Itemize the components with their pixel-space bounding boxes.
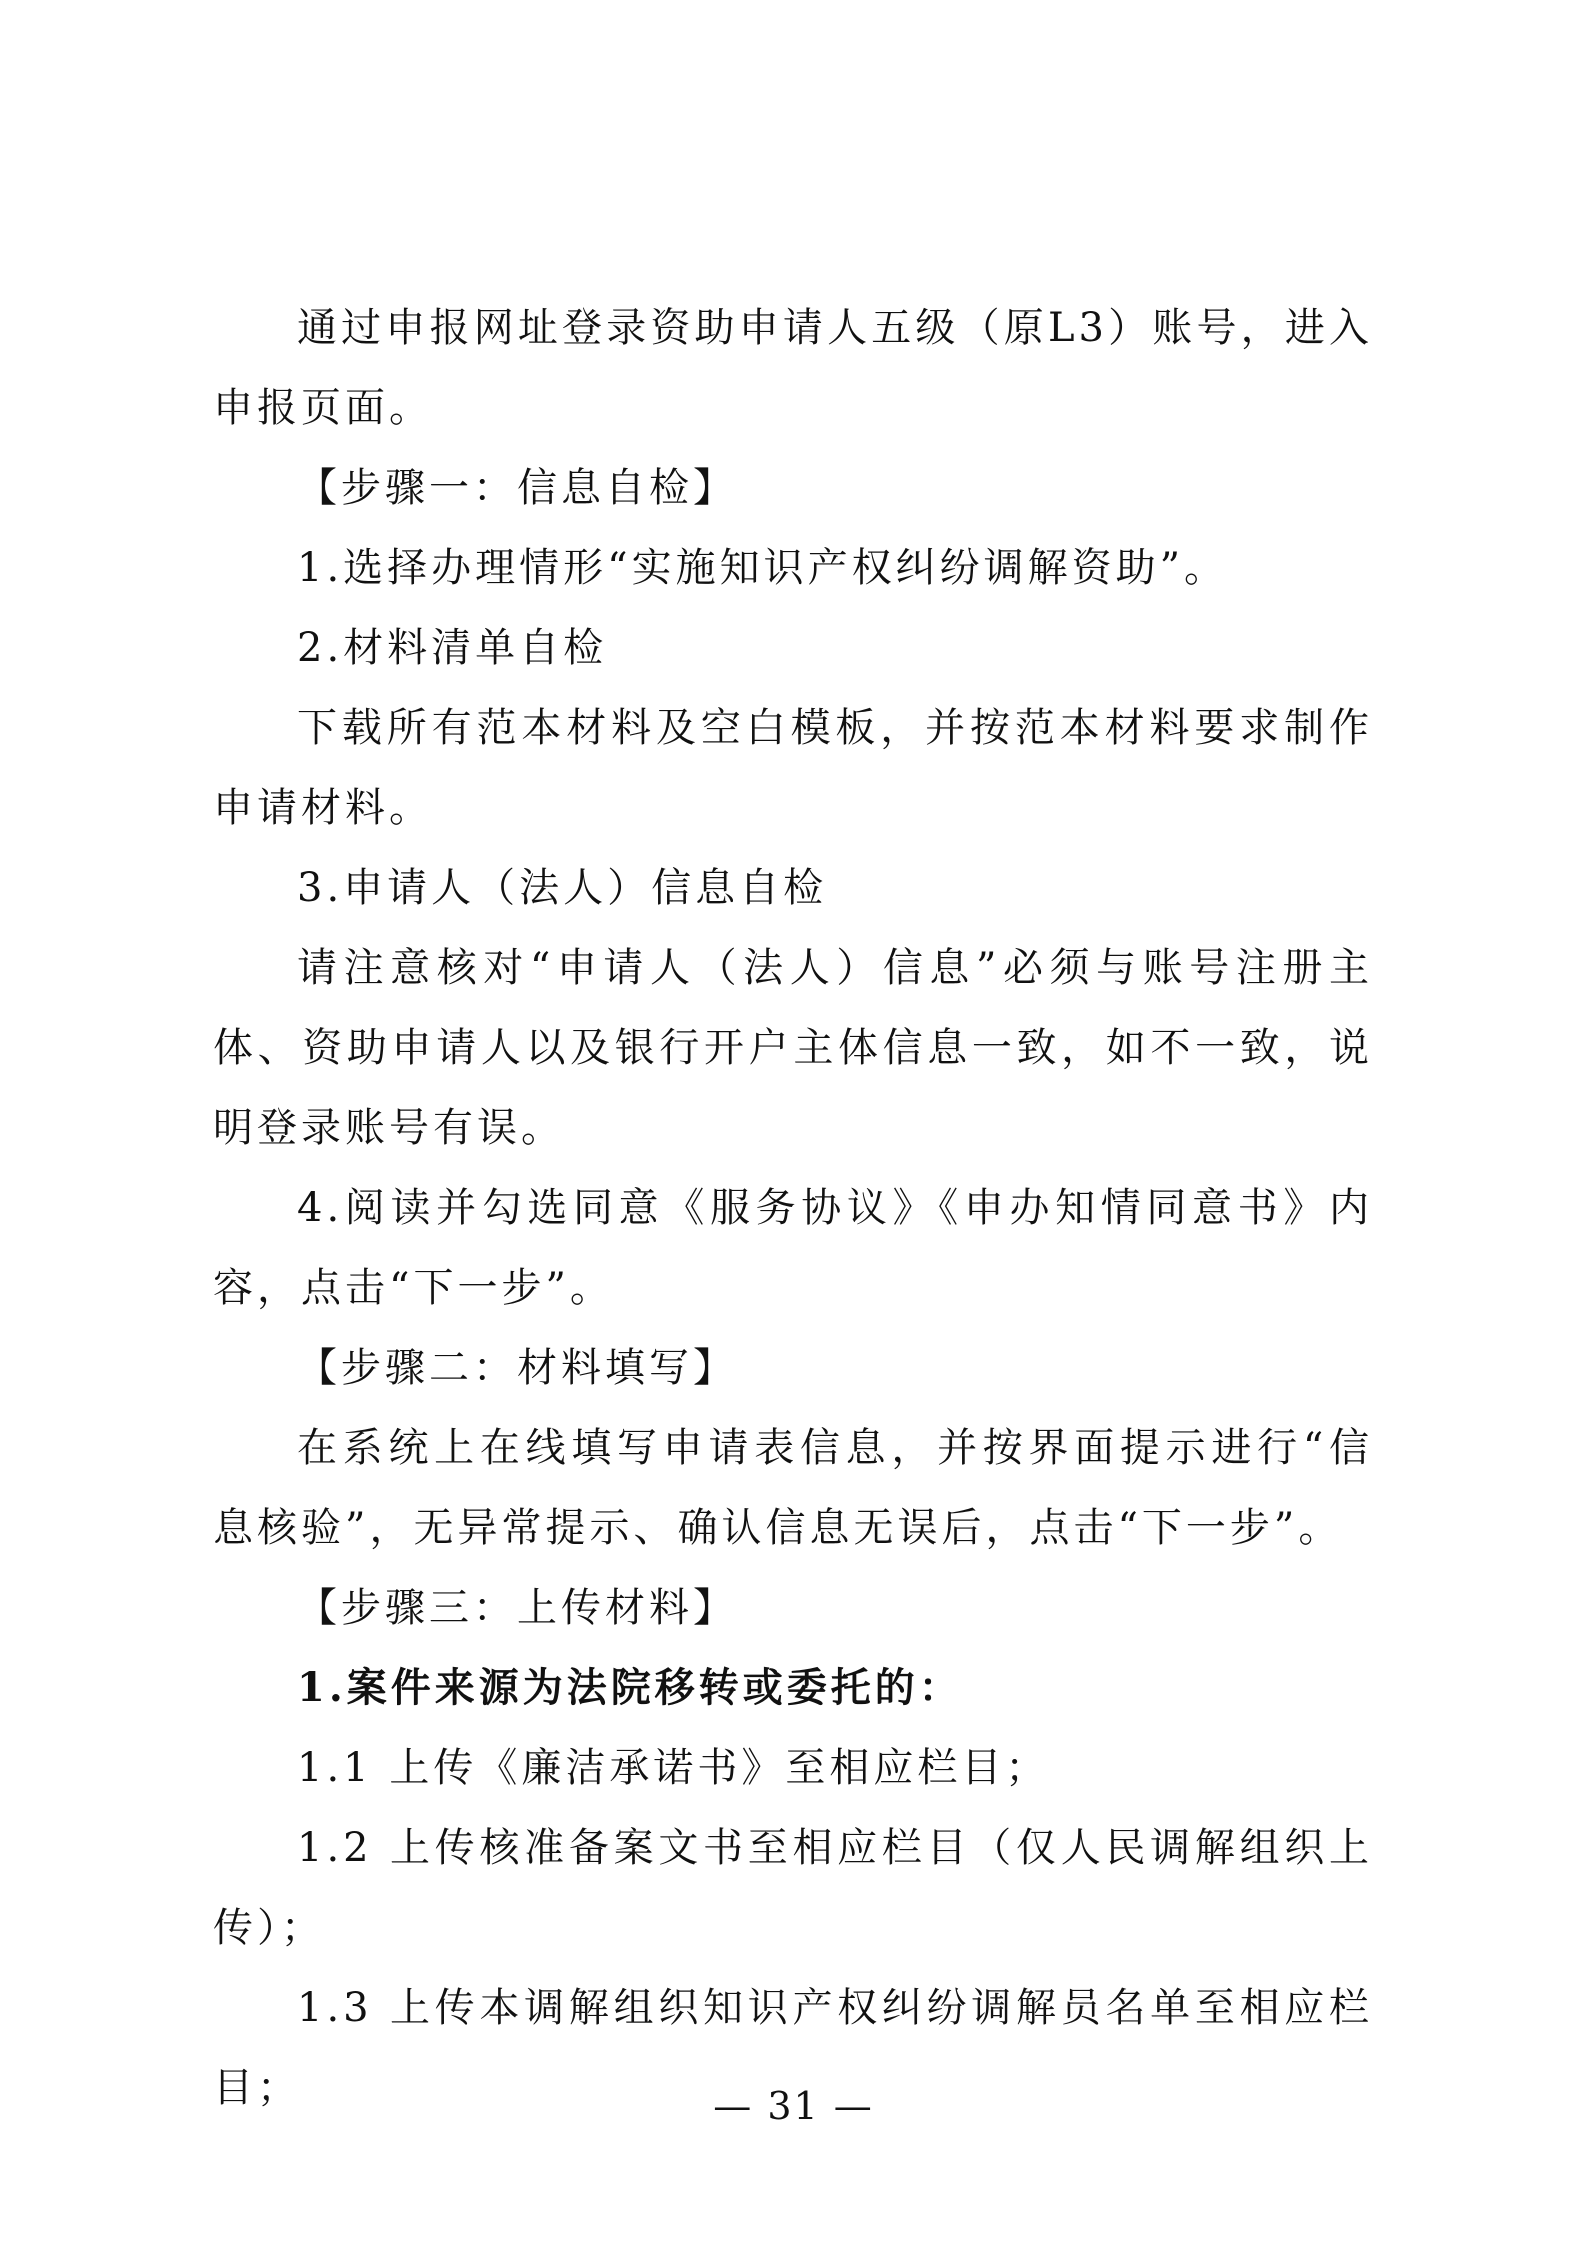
step-one-heading: 【步骤一：信息自检】: [297, 465, 737, 511]
step-three-item-1-1: 1.1 上传《廉洁承诺书》至相应栏目；: [297, 1745, 1050, 1791]
page-number: — 31 —: [713, 2084, 874, 2128]
step-one-item-2-detail: 下载所有范本材料及空白模板，并按范本材料要求制作申请材料。: [213, 705, 1373, 831]
step-three-item-1-3: 1.3 上传本调解组织知识产权纠纷调解员名单至相应栏目；: [213, 1985, 1373, 2111]
step-three-item-1-2: 1.2 上传核准备案文书至相应栏目（仅人民调解组织上传）；: [213, 1825, 1373, 1951]
step-three-item-1: 1.案件来源为法院移转或委托的：: [297, 1664, 963, 1711]
step-three-heading: 【步骤三：上传材料】: [297, 1585, 737, 1631]
step-one-item-3-detail: 请注意核对“申请人（法人）信息”必须与账号注册主体、资助申请人以及银行开户主体信息一致，如不一致，说明登录账号有误。: [213, 945, 1373, 1151]
step-one-item-1: 1.选择办理情形“实施知识产权纠纷调解资助”。: [297, 545, 1229, 591]
paragraph-login-instructions: 通过申报网址登录资助申请人五级（原L3）账号，进入申报页面。: [213, 305, 1373, 431]
step-one-item-3: 3.申请人（法人）信息自检: [297, 865, 828, 911]
step-two-heading: 【步骤二：材料填写】: [297, 1345, 737, 1391]
step-two-detail: 在系统上在线填写申请表信息，并按界面提示进行“信息核验”，无异常提示、确认信息无误后，点击“下一步”。: [213, 1425, 1373, 1551]
step-one-item-4: 4.阅读并勾选同意《服务协议》《申办知情同意书》内容，点击“下一步”。: [213, 1185, 1373, 1311]
body-text: [213, 288, 1373, 2128]
step-one-item-2: 2.材料清单自检: [297, 625, 608, 671]
